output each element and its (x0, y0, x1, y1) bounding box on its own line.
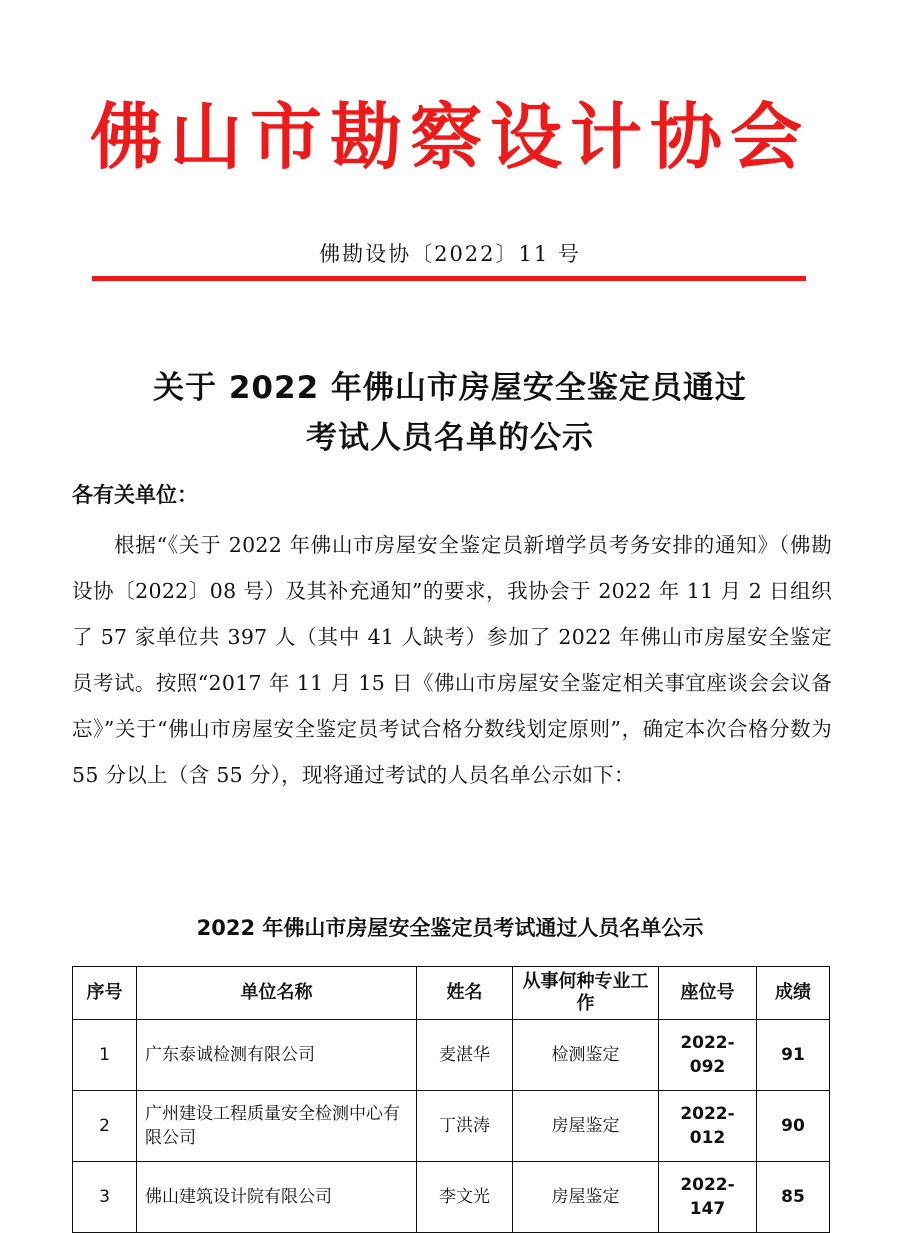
title-line-1: 关于 2022 年佛山市房屋安全鉴定员通过 (153, 370, 747, 406)
cell-specialty: 检测鉴定 (513, 1020, 659, 1091)
passed-candidates-table (72, 966, 830, 1233)
cell-index: 3 (73, 1162, 137, 1233)
cell-name: 李文光 (417, 1162, 513, 1233)
table-caption: 2022 年佛山市房屋安全鉴定员考试通过人员名单公示 (196, 916, 704, 940)
cell-organization: 广州建设工程质量安全检测中心有限公司 (137, 1091, 417, 1162)
title-line-2: 考试人员名单的公示 (306, 420, 594, 456)
cell-score: 91 (757, 1020, 830, 1091)
cell-score: 85 (757, 1162, 830, 1233)
header-index: 序号 (73, 967, 137, 1020)
body-paragraph: 根据“《关于 2022 年佛山市房屋安全鉴定员新增学员考务安排的通知》（佛勘设协〔2022〕08 号）及其补充通知”的要求，我协会于 2022 年 11 月 2 日组织了 57 家单位共 397 人（其中 41 人缺考）参加了 2022 年佛山市房屋安全鉴定员考试。按照“2017 年 11 月 15 日《佛山市房屋安全鉴定相关事宜座谈会会议备忘》”关于“佛山市房屋安全鉴定员考试合格分数线划定原则”，确定本次合格分数为 55 分以上（含 55 分），现将通过考试的人员名单公示如下： (72, 533, 832, 787)
document-number: 佛勘设协〔2022〕11 号 (319, 242, 581, 266)
header-organization: 单位名称 (137, 967, 417, 1020)
table-header-row (73, 967, 830, 1020)
cell-score: 90 (757, 1091, 830, 1162)
header-name: 姓名 (417, 967, 513, 1020)
cell-index: 2 (73, 1091, 137, 1162)
header-score: 成绩 (757, 967, 830, 1020)
header-specialty: 从事何种专业工作 (513, 967, 659, 1020)
cell-index: 1 (73, 1020, 137, 1091)
cell-seat-number: 2022-147 (659, 1162, 757, 1233)
cell-specialty: 房屋鉴定 (513, 1091, 659, 1162)
cell-organization: 佛山建筑设计院有限公司 (137, 1162, 417, 1233)
cell-seat-number: 2022-012 (659, 1091, 757, 1162)
salutation: 各有关单位： (72, 483, 198, 507)
header-seat-number: 座位号 (659, 967, 757, 1020)
cell-specialty: 房屋鉴定 (513, 1162, 659, 1233)
table-row (73, 1020, 830, 1091)
document-title (0, 363, 900, 463)
organization-masthead: 佛山市勘察设计协会 (89, 95, 810, 179)
table-row (73, 1162, 830, 1233)
red-divider-line (92, 276, 806, 281)
cell-seat-number: 2022-092 (659, 1020, 757, 1091)
cell-name: 丁洪涛 (417, 1091, 513, 1162)
table-row (73, 1091, 830, 1162)
cell-name: 麦湛华 (417, 1020, 513, 1091)
cell-organization: 广东泰诚检测有限公司 (137, 1020, 417, 1091)
